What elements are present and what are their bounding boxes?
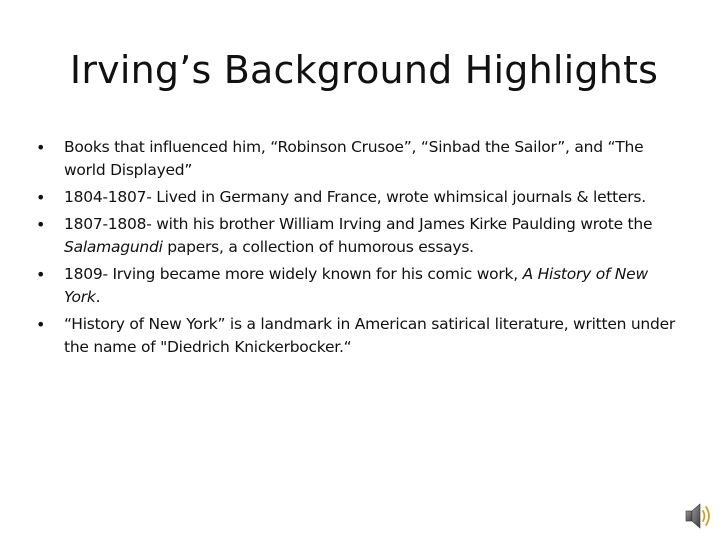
bullet-item-books: • Books that influenced him, “Robinson Crusoe”, “Sinbad the Sailor”, and “The world Displayed” [36, 136, 686, 182]
bullet-item-knickerbocker: • “History of New York” is a landmark in American satirical literature, written under the name of "Diedrich Knickerbocker.“ [36, 313, 686, 359]
speaker-icon-graphic [684, 500, 714, 532]
bullet-item-salamagundi [36, 213, 686, 259]
speaker-icon[interactable] [684, 500, 714, 532]
slide-title: Irving’s Background Highlights [69, 48, 659, 92]
bullet-text: 1809- Irving became more widely known for his comic work, [64, 265, 523, 283]
work-title: Salamagundi [64, 238, 163, 256]
bullet-list [36, 136, 686, 363]
bullet-item-germany-france: • 1804-1807- Lived in Germany and France, wrote whimsical journals & letters. [36, 186, 686, 209]
bullet-text: 1807-1808- with his brother William Irving and James Kirke Paulding wrote the [64, 215, 653, 233]
bullet-item-history-of-new-york [36, 263, 686, 309]
work-title: A History of New York [64, 265, 648, 306]
bullet-text: . [95, 288, 101, 306]
bullet-text: papers, a collection of humorous essays. [162, 238, 474, 256]
